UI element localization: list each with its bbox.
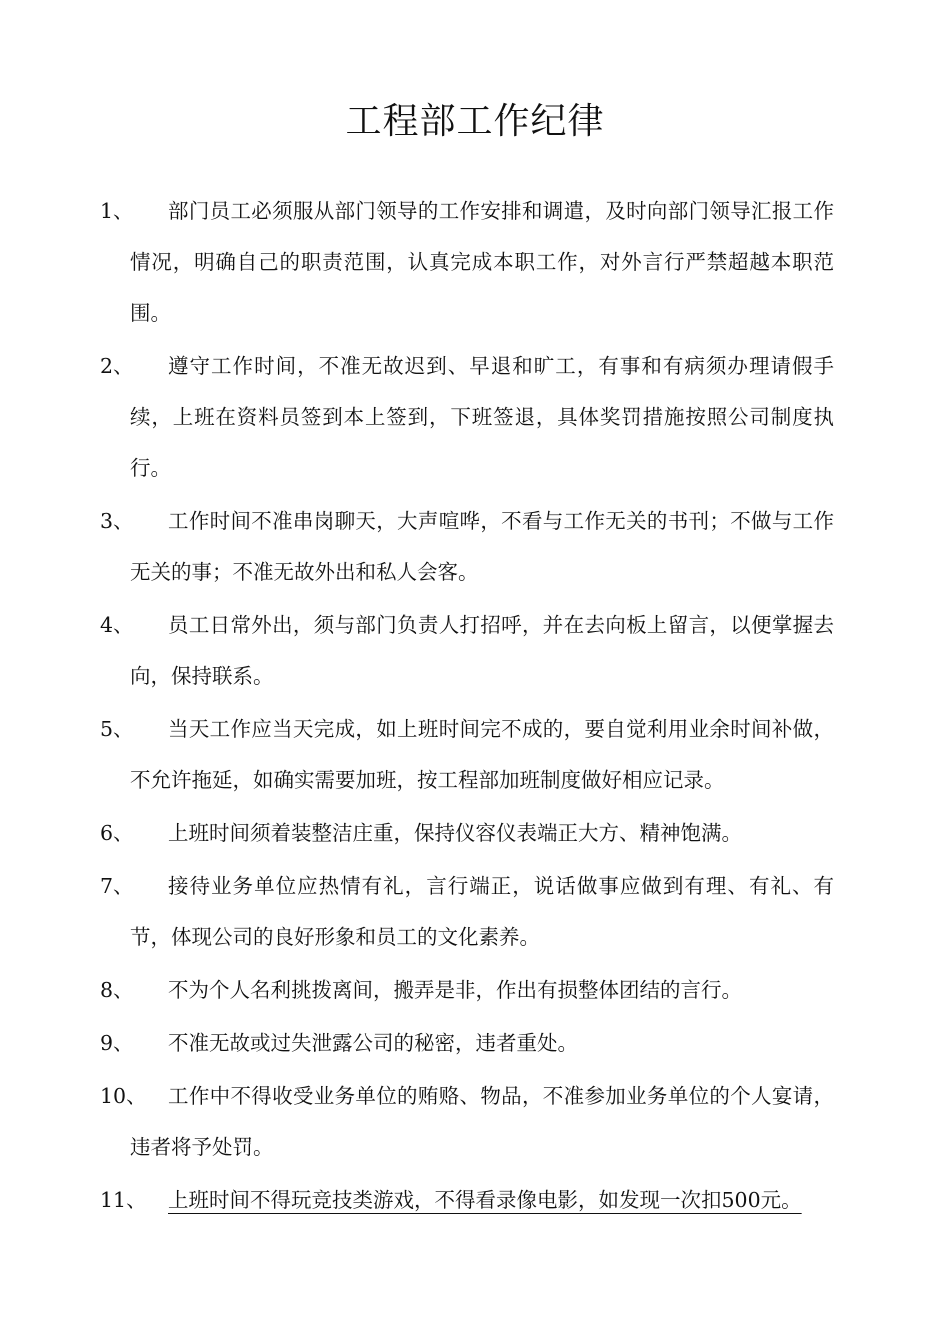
document-title: 工程部工作纪律: [345, 101, 605, 142]
rule-item-5: [0, 704, 950, 806]
rule-item-1: [0, 186, 950, 339]
rule-number: 6、: [100, 821, 134, 845]
rule-number: 9、: [100, 1031, 134, 1055]
rule-number: 4、: [100, 613, 134, 637]
rule-number: 8、: [100, 978, 134, 1002]
rule-text: 上班时间须着装整洁庄重，保持仪容仪表端正大方、精神饱满。: [168, 821, 742, 845]
rule-number: 5、: [100, 717, 134, 741]
rule-text: 部门员工必须服从部门领导的工作安排和调遣，及时向部门领导汇报工作情况，明确自己的职责范围，认真完成本职工作，对外言行严禁超越本职范围。: [130, 199, 834, 325]
rule-number: 2、: [100, 354, 134, 378]
rule-item-7: [0, 861, 950, 963]
rule-number: 3、: [100, 509, 134, 533]
rule-item-11: [0, 1175, 950, 1226]
rule-text: 遵守工作时间，不准无故迟到、早退和旷工，有事和有病须办理请假手续，上班在资料员签到本上签到，下班签退，具体奖罚措施按照公司制度执行。: [130, 354, 834, 480]
rule-text: 当天工作应当天完成，如上班时间完不成的，要自觉利用业余时间补做，不允许拖延，如确实需要加班，按工程部加班制度做好相应记录。: [130, 717, 834, 792]
rule-number: 1、: [100, 199, 134, 223]
rule-item-6: [0, 808, 950, 859]
rule-number: 11、: [100, 1188, 147, 1212]
rule-text: 接待业务单位应热情有礼，言行端正，说话做事应做到有理、有礼、有节，体现公司的良好形象和员工的文化素养。: [130, 874, 834, 949]
rule-item-9: [0, 1018, 950, 1069]
rule-item-3: [0, 496, 950, 598]
rule-item-10: [0, 1071, 950, 1173]
rule-item-2: [0, 341, 950, 494]
rule-item-8: [0, 965, 950, 1016]
rule-text: 不准无故或过失泄露公司的秘密，违者重处。: [168, 1031, 578, 1055]
rule-number: 10、: [100, 1084, 147, 1108]
rule-text: 上班时间不得玩竞技类游戏，不得看录像电影，如发现一次扣500元。: [168, 1188, 802, 1212]
rule-text: 工作时间不准串岗聊天，大声喧哗，不看与工作无关的书刊；不做与工作无关的事；不准无故外出和私人会客。: [130, 509, 834, 584]
rule-text: 员工日常外出，须与部门负责人打招呼，并在去向板上留言，以便掌握去向，保持联系。: [130, 613, 834, 688]
rules-list: [0, 186, 950, 1228]
rule-number: 7、: [100, 874, 134, 898]
rule-text: 工作中不得收受业务单位的贿赂、物品，不准参加业务单位的个人宴请，违者将予处罚。: [130, 1084, 834, 1159]
rule-item-4: [0, 600, 950, 702]
rule-text: 不为个人名利挑拨离间，搬弄是非，作出有损整体团结的言行。: [168, 978, 742, 1002]
